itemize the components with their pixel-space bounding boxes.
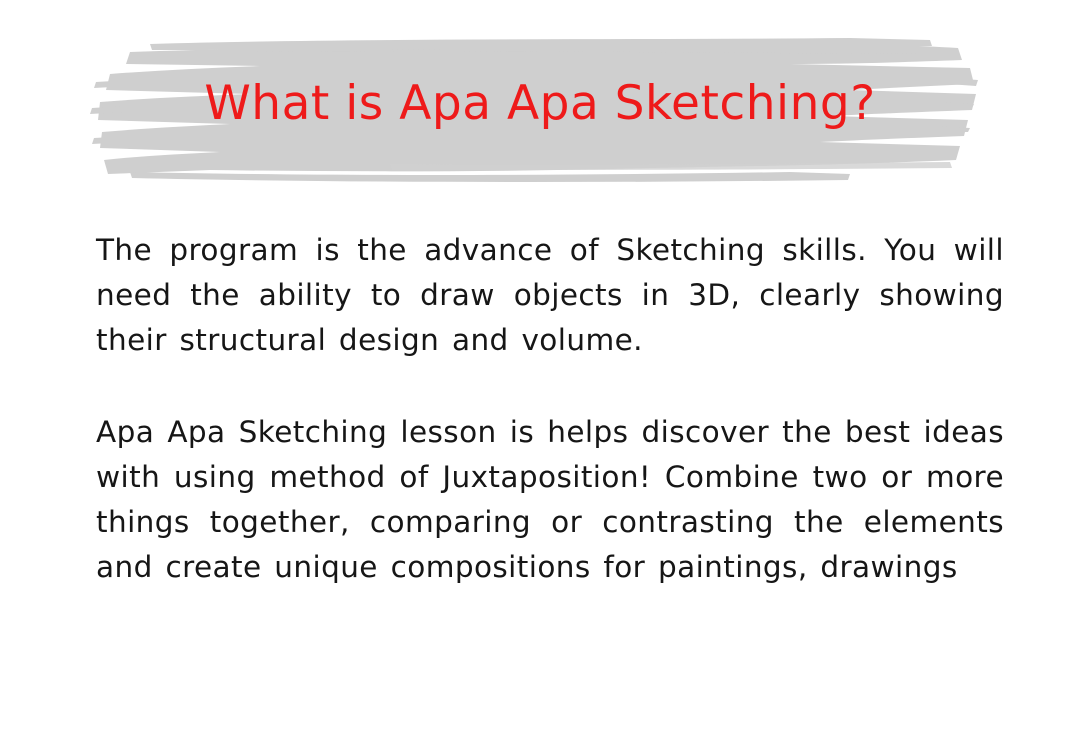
lesson-paragraph: Apa Apa Sketching lesson is helps discover the best ideas with using method of Juxtaposition! Combine two or more things together, comparing or contrasting the elements and create unique compositions for paintings, drawings (96, 415, 1004, 584)
intro-paragraph: The program is the advance of Sketching skills. You will need the ability to draw objects in 3D, clearly showing their structural design and volume. (96, 233, 1004, 357)
page-title: What is Apa Apa Sketching? (204, 76, 876, 131)
